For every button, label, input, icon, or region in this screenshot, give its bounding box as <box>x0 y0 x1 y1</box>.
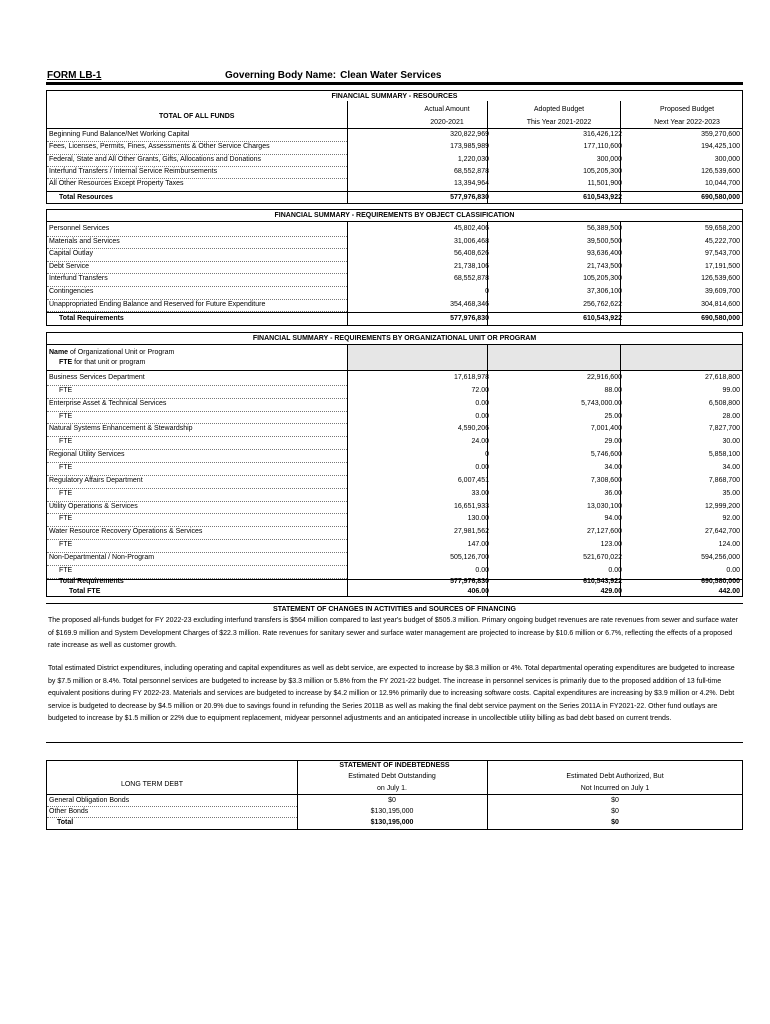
requirements-org-row-value-2: 88.00 <box>604 386 622 394</box>
debt-col1-line1: Estimated Debt Outstanding <box>348 773 436 780</box>
col1-header-line1: Actual Amount <box>424 106 470 113</box>
requirements-org-row-value-2: 36.00 <box>604 489 622 497</box>
resources-row-label: All Other Resources Except Property Taxes <box>49 180 184 188</box>
requirements-org-row-value-3: 0.00 <box>726 566 740 574</box>
requirements-object-row-value-2: 93,636,400 <box>586 250 622 258</box>
resources-row-value-2: 105,205,300 <box>583 167 622 175</box>
statement-title: STATEMENT OF CHANGES IN ACTIVITIES and SOURCES OF FINANCING <box>273 606 516 613</box>
requirements-object-row-value-3: 126,539,600 <box>701 275 740 283</box>
resources-row-label: Federal, State and All Other Grants, Gifts, Allocations and Donations <box>49 155 262 163</box>
requirements-org-row-value-1: 24.00 <box>471 438 489 446</box>
requirements-org-row-value-3: 7,868,700 <box>708 476 740 484</box>
resources-row-label: Interfund Transfers / Internal Service Reimbursements <box>49 167 218 175</box>
debt-row-label: General Obligation Bonds <box>49 797 130 804</box>
requirements-object-row-value-2: 256,762,622 <box>583 300 622 308</box>
requirements-org-row-label: FTE <box>59 463 73 471</box>
resources-row-value-1: 320,822,969 <box>450 131 489 138</box>
requirements-org-row-value-2: 521,670,022 <box>583 553 622 561</box>
requirements-org-row-value-2: 25.00 <box>604 412 622 420</box>
requirements-org-row-label: Non-Departmental / Non-Program <box>49 553 155 561</box>
requirements-object-title: FINANCIAL SUMMARY - REQUIREMENTS BY OBJECT CLASSIFICATION <box>274 212 515 219</box>
resources-row-value-3: 359,270,600 <box>701 131 740 138</box>
statement-section <box>46 603 743 743</box>
col2-header-line1: Adopted Budget <box>533 106 585 113</box>
resources-row-value-2: 177,110,600 <box>583 143 622 151</box>
requirements-object-row-value-3: 304,814,600 <box>701 300 740 308</box>
requirements-org-row-label: Regulatory Affairs Department <box>49 476 143 484</box>
requirements-object-section <box>46 209 743 326</box>
requirements-org-row-value-2: 22,916,600 <box>586 374 622 381</box>
resources-row-value-3: 10,044,700 <box>704 180 740 188</box>
resources-total-label: Total Resources <box>59 194 113 201</box>
requirements-org-row-value-3: 28.00 <box>722 412 740 420</box>
requirements-object-row-value-3: 39,609,700 <box>704 288 740 295</box>
requirements-object-row-value-1: 0 <box>485 288 489 295</box>
requirements-org-row-value-1: 0.00 <box>475 412 489 420</box>
debt-total-value-1: $130,195,000 <box>370 819 414 826</box>
resources-row-label: Beginning Fund Balance/Net Working Capital <box>49 131 190 138</box>
requirements-object-total-value-3: 690,580,000 <box>701 315 740 322</box>
requirements-org-row-value-3: 7,827,700 <box>708 425 740 433</box>
resources-row-value-1: 13,394,964 <box>453 180 489 188</box>
requirements-org-row-value-3: 34.00 <box>722 463 740 471</box>
statement-paragraph-2: Total estimated District expenditures, including operating and capital expenditures as well as debt service, are expected to increase by $8.3 million or 4%. Total departmental operating expenditures are budgeted to increase by $7.5 million or 8.4%. Total personnel services are budgeted to increase by $3.3 million or 5.8% from the FY 2021-22 budget. The increase in personnel services is primarily due to the proposed addition of 13 full-time equivalent positions during FY 2022-23. Materials and services are budgeted to increase by $4.2 million or 12.9% primarily due to increasing software costs. Capital expenditures are increasing by $3.9 million or 4.2%. Debt service is budgeted to decrease by $4.5 million or 20.9% due to savings found in refunding the Series 2011B as well as making the final debt service payment on the Series 2011A in FY2021-22. Other fund outlays are budgeted to increase by $1.5 million or 22% due to equipment replacement, midyear personnel adjustments and an anticipated increase in uncollectible utility billing as bad debt based on current trends. <box>48 665 735 723</box>
requirements-org-row-value-2: 29.00 <box>604 438 622 446</box>
requirements-object-row-value-3: 17,191,500 <box>704 262 740 270</box>
requirements-object-row-value-3: 45,222,700 <box>704 237 740 245</box>
governing-body <box>225 70 442 81</box>
indebtedness-title: STATEMENT OF INDEBTEDNESS <box>339 762 450 769</box>
governing-label: Governing Body Name: <box>225 70 337 81</box>
requirements-object-row-value-3: 97,543,700 <box>704 250 740 258</box>
resources-row-value-1: 173,985,989 <box>450 143 489 151</box>
requirements-org-row-value-3: 124.00 <box>718 541 740 549</box>
requirements-org-row-value-1: 0 <box>485 451 489 459</box>
requirements-object-row-value-1: 31,006,468 <box>453 237 489 245</box>
requirements-org-row-label: FTE <box>59 515 73 523</box>
requirements-org-fte-total-value-2: 429.00 <box>600 588 622 595</box>
requirements-org-row-value-3: 30.00 <box>722 438 740 446</box>
requirements-org-fte-total-label: Total FTE <box>69 588 101 595</box>
requirements-object-row-value-2: 39,500,500 <box>586 237 622 245</box>
requirements-org-row-value-3: 27,618,800 <box>704 374 740 381</box>
requirements-org-row-value-2: 34.00 <box>604 463 622 471</box>
col2-header-line2: This Year 2021-2022 <box>526 119 592 126</box>
requirements-org-req-total-value-2: 610,543,922 <box>583 578 622 585</box>
resources-row-value-3: 300,000 <box>714 155 740 163</box>
requirements-org-row-value-2: 7,001,400 <box>590 425 622 433</box>
requirements-org-row-value-3: 6,508,800 <box>708 399 740 407</box>
resources-total-value-3: 690,580,000 <box>701 194 740 201</box>
debt-row-label: Other Bonds <box>49 808 89 815</box>
form-id: FORM LB-1 <box>47 70 102 81</box>
debt-left-header: LONG TERM DEBT <box>120 781 184 788</box>
requirements-org-section <box>46 332 743 597</box>
requirements-org-row-value-2: 123.00 <box>600 541 622 549</box>
requirements-org-row-value-1: 0.00 <box>475 399 489 407</box>
requirements-object-row-value-2: 21,743,500 <box>586 262 622 270</box>
org-header-fte: FTE for that unit or program <box>59 359 146 366</box>
requirements-org-row-label: Utility Operations & Services <box>49 502 138 510</box>
requirements-object-row-value-2: 105,205,300 <box>583 275 622 283</box>
debt-total-label: Total <box>57 819 74 826</box>
requirements-object-row-value-1: 45,802,406 <box>453 225 489 232</box>
requirements-org-row-value-2: 7,308,600 <box>590 476 622 484</box>
requirements-org-row-value-1: 33.00 <box>471 489 489 497</box>
requirements-org-req-total-label: Total Requirements <box>59 578 124 585</box>
requirements-object-row-label: Interfund Transfers <box>49 275 108 283</box>
col3-header-line2: Next Year 2022-2023 <box>654 119 720 126</box>
requirements-org-row-value-1: 72.00 <box>471 386 489 394</box>
resources-row-value-2: 11,501,900 <box>587 180 622 188</box>
requirements-object-total-value-2: 610,543,922 <box>583 315 622 322</box>
header-rule <box>46 82 743 85</box>
requirements-object-row-label: Personnel Services <box>49 225 110 232</box>
requirements-org-row-value-2: 5,743,000.00 <box>581 399 622 407</box>
debt-row-value-1: $130,195,000 <box>370 808 414 815</box>
requirements-org-row-label: FTE <box>59 566 73 574</box>
requirements-org-row-value-2: 5,746,600 <box>590 451 622 459</box>
requirements-object-row-value-2: 37,306,100 <box>586 288 622 295</box>
resources-row-value-2: 300,000 <box>596 155 622 163</box>
requirements-org-fte-total-value-1: 406.00 <box>467 588 489 595</box>
resources-row-value-3: 126,539,600 <box>701 167 740 175</box>
requirements-org-row-value-3: 99.00 <box>722 386 740 394</box>
requirements-object-row-value-1: 68,552,878 <box>453 275 489 283</box>
requirements-object-total-value-1: 577,976,830 <box>450 315 489 322</box>
statement-paragraph-1: The proposed all-funds budget for FY 2022-23 excluding interfund transfers is $564 million compared to last year's budget of $505.3 million. Primary ongoing budget revenues are rate revenues from sewer and surface water of $169.9 million and System Development Charges of $22.3 million. Rate revenues for sanitary sewer and surface water management are projected to increase by $10.6 million or 6.7%, reflecting the effects of a proposed rate increase as well as customer growth. <box>48 617 738 650</box>
requirements-org-fte-total-value-3: 442.00 <box>718 588 740 595</box>
requirements-object-row-label: Unappropriated Ending Balance and Reserved for Future Expenditure <box>49 300 266 308</box>
debt-col1-line2: on July 1. <box>377 785 407 792</box>
requirements-object-row-value-1: 21,738,106 <box>453 262 489 270</box>
debt-col2-line1: Estimated Debt Authorized, But <box>566 773 664 780</box>
requirements-object-row-value-3: 59,658,200 <box>704 225 740 232</box>
requirements-object-total-label: Total Requirements <box>59 315 124 322</box>
col3-header-line1: Proposed Budget <box>659 106 715 113</box>
requirements-org-row-label: FTE <box>59 412 73 420</box>
debt-total-value-2: $0 <box>611 819 619 826</box>
requirements-object-row-label: Capital Outlay <box>49 250 93 258</box>
org-header-name: Name of Organizational Unit or Program <box>49 349 175 356</box>
resources-total-value-1: 577,976,830 <box>450 194 489 201</box>
requirements-org-title: FINANCIAL SUMMARY - REQUIREMENTS BY ORGANIZATIONAL UNIT OR PROGRAM <box>252 335 537 342</box>
requirements-org-row-value-3: 594,256,000 <box>701 553 740 561</box>
requirements-org-row-value-3: 92.00 <box>722 515 740 523</box>
requirements-object-row-label: Debt Service <box>49 262 90 270</box>
requirements-org-row-value-1: 17,618,978 <box>453 374 489 381</box>
requirements-org-row-value-1: 4,590,206 <box>457 425 489 433</box>
requirements-org-row-value-3: 27,642,700 <box>704 528 740 536</box>
col1-header-line2: 2020-2021 <box>430 119 464 126</box>
requirements-org-row-label: Regional Utility Services <box>49 451 125 459</box>
requirements-org-row-label: Natural Systems Enhancement & Stewardship <box>49 425 193 433</box>
resources-section <box>46 90 743 204</box>
requirements-org-row-value-2: 27,127,600 <box>586 528 622 536</box>
debt-row-value-1: $0 <box>388 797 396 804</box>
requirements-org-row-value-1: 505,126,700 <box>450 553 489 561</box>
requirements-org-row-label: FTE <box>59 489 73 497</box>
requirements-org-row-label: Business Services Department <box>49 374 145 381</box>
resources-row-value-3: 194,425,100 <box>701 143 740 151</box>
requirements-org-row-label: Enterprise Asset & Technical Services <box>49 399 167 407</box>
resources-row-value-1: 68,552,878 <box>453 167 489 175</box>
debt-col2-line2: Not Incurred on July 1 <box>580 785 650 792</box>
requirements-org-row-value-1: 16,651,933 <box>453 502 489 510</box>
requirements-object-row-value-1: 56,408,626 <box>453 250 489 258</box>
requirements-org-row-label: FTE <box>59 541 73 549</box>
requirements-org-row-value-1: 27,981,562 <box>453 528 489 536</box>
resources-row-label: Fees, Licenses, Permits, Fines, Assessments & Other Service Charges <box>49 143 270 151</box>
requirements-org-row-value-3: 5,858,100 <box>708 451 740 459</box>
requirements-org-row-value-1: 0.00 <box>475 463 489 471</box>
requirements-org-row-label: FTE <box>59 386 73 394</box>
debt-row-value-2: $0 <box>611 797 619 804</box>
requirements-org-row-value-2: 13,030,100 <box>586 502 622 510</box>
requirements-org-row-label: Water Resource Recovery Operations & Services <box>49 528 203 536</box>
requirements-object-row-value-2: 56,389,500 <box>586 225 622 232</box>
requirements-org-row-label: FTE <box>59 438 73 446</box>
resources-total-value-2: 610,543,922 <box>583 194 622 201</box>
resources-row-value-1: 1,220,030 <box>457 155 489 163</box>
requirements-org-req-total-value-3: 690,580,000 <box>701 578 740 585</box>
requirements-object-row-label: Materials and Services <box>49 237 120 245</box>
requirements-object-row-value-1: 354,468,346 <box>450 300 489 308</box>
requirements-org-row-value-1: 0.00 <box>475 566 489 574</box>
requirements-object-row-label: Contingencies <box>49 288 94 295</box>
resources-row-value-2: 316,426,122 <box>583 131 622 138</box>
requirements-org-row-value-3: 35.00 <box>722 489 740 497</box>
requirements-org-req-total-value-1: 577,976,830 <box>450 578 489 585</box>
resources-left-header: TOTAL OF ALL FUNDS <box>159 113 235 120</box>
resources-title: FINANCIAL SUMMARY - RESOURCES <box>331 93 458 100</box>
indebtedness-section <box>46 760 743 830</box>
requirements-org-row-value-1: 130.00 <box>467 515 489 523</box>
requirements-org-row-value-1: 147.00 <box>467 541 489 549</box>
requirements-org-row-value-3: 12,999,200 <box>704 502 740 510</box>
governing-name: Clean Water Services <box>340 70 442 81</box>
requirements-org-row-value-2: 0.00 <box>608 566 622 574</box>
requirements-org-row-value-1: 6,007,451 <box>457 476 489 484</box>
requirements-org-row-value-2: 94.00 <box>604 515 622 523</box>
debt-row-value-2: $0 <box>611 808 619 815</box>
